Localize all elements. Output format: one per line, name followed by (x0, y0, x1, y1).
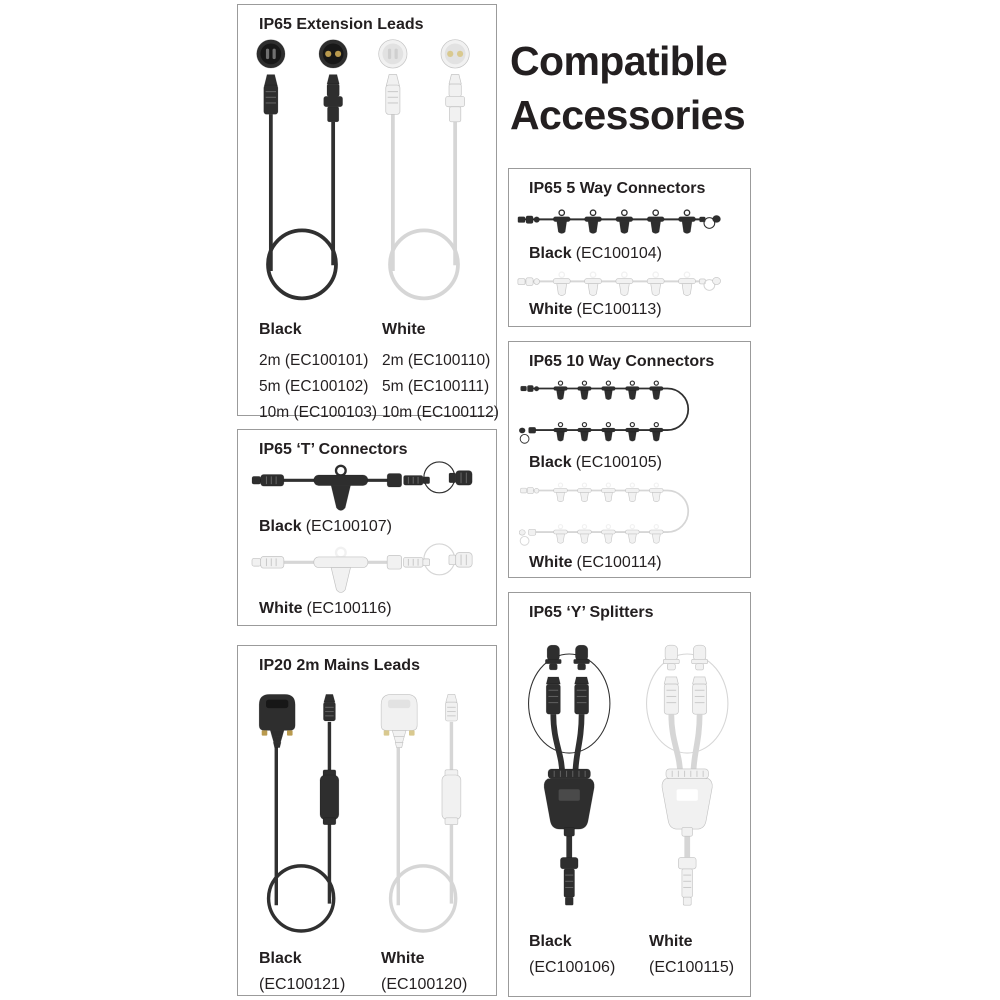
panel-y-splitters (508, 592, 751, 997)
extension-leads-black-column (259, 317, 377, 426)
panel-mains-leads (237, 645, 497, 996)
product-item: 2m (EC100110) (382, 352, 491, 369)
product-item: 2m (EC100101) (259, 352, 369, 369)
variant-code: (EC100107) (305, 518, 392, 535)
extension-lead-black-illustration (250, 35, 354, 304)
product-item: 10m (EC100112) (382, 404, 499, 421)
variant-code: (EC100115) (649, 959, 735, 976)
extension-leads-white-column (382, 317, 499, 426)
variant-label-white: White (EC100113) (529, 301, 662, 318)
variant-label-black: Black (EC100105) (529, 454, 662, 471)
panel-title: IP65 ‘T’ Connectors (259, 441, 408, 458)
panel-5-way-connectors (508, 168, 751, 327)
variant-label-black: Black (EC100104) (529, 245, 662, 262)
y-splitter-white-illustration (643, 631, 735, 914)
t-connector-white-illustration (250, 542, 478, 598)
product-item: 5m (EC100102) (259, 378, 369, 395)
y-splitter-black-illustration (525, 631, 617, 914)
panel-t-connectors (237, 429, 497, 626)
panel-title: IP65 Extension Leads (259, 16, 424, 33)
variant-label-black: Black (259, 321, 302, 338)
five-way-white-illustration (517, 267, 721, 303)
panel-10-way-connectors (508, 341, 751, 578)
panel-extension-leads (237, 4, 499, 421)
variant-code: (EC100104) (575, 245, 662, 262)
mains-lead-black-illustration (254, 684, 350, 938)
variant-label-black: Black (EC100106) (529, 929, 615, 981)
panel-title: IP65 5 Way Connectors (529, 180, 706, 197)
variant-label-black: Black (EC100107) (259, 518, 392, 535)
page-title (510, 34, 745, 142)
variant-code: (EC100121) (259, 976, 346, 993)
mains-lead-white-illustration (376, 684, 472, 938)
page-title-line2: Accessories (510, 92, 746, 138)
variant-code: (EC100105) (575, 454, 662, 471)
product-item: 5m (EC100111) (382, 378, 490, 395)
five-way-black-illustration (517, 205, 721, 241)
variant-code: (EC100114) (576, 554, 662, 571)
product-item: 10m (EC100103) (259, 404, 378, 421)
variant-code: (EC100106) (529, 959, 616, 976)
variant-label-white: White (EC100115) (649, 929, 734, 981)
panel-title: IP65 10 Way Connectors (529, 353, 715, 370)
extension-lead-white-illustration (372, 35, 476, 304)
variant-label-white: White (EC100120) (381, 946, 467, 998)
variant-label-white: White (382, 321, 426, 338)
ten-way-black-illustration (519, 374, 701, 451)
variant-code: (EC100120) (381, 976, 468, 993)
variant-label-black: Black (EC100121) (259, 946, 345, 998)
panel-title: IP20 2m Mains Leads (259, 657, 420, 674)
panel-title: IP65 ‘Y’ Splitters (529, 604, 654, 621)
ten-way-white-illustration (519, 476, 701, 553)
page-title-line1: Compatible (510, 38, 728, 84)
t-connector-black-illustration (250, 460, 478, 516)
variant-code: (EC100113) (576, 301, 662, 318)
variant-code: (EC100116) (306, 600, 392, 617)
variant-label-white: White (EC100116) (259, 600, 392, 617)
variant-label-white: White (EC100114) (529, 554, 662, 571)
